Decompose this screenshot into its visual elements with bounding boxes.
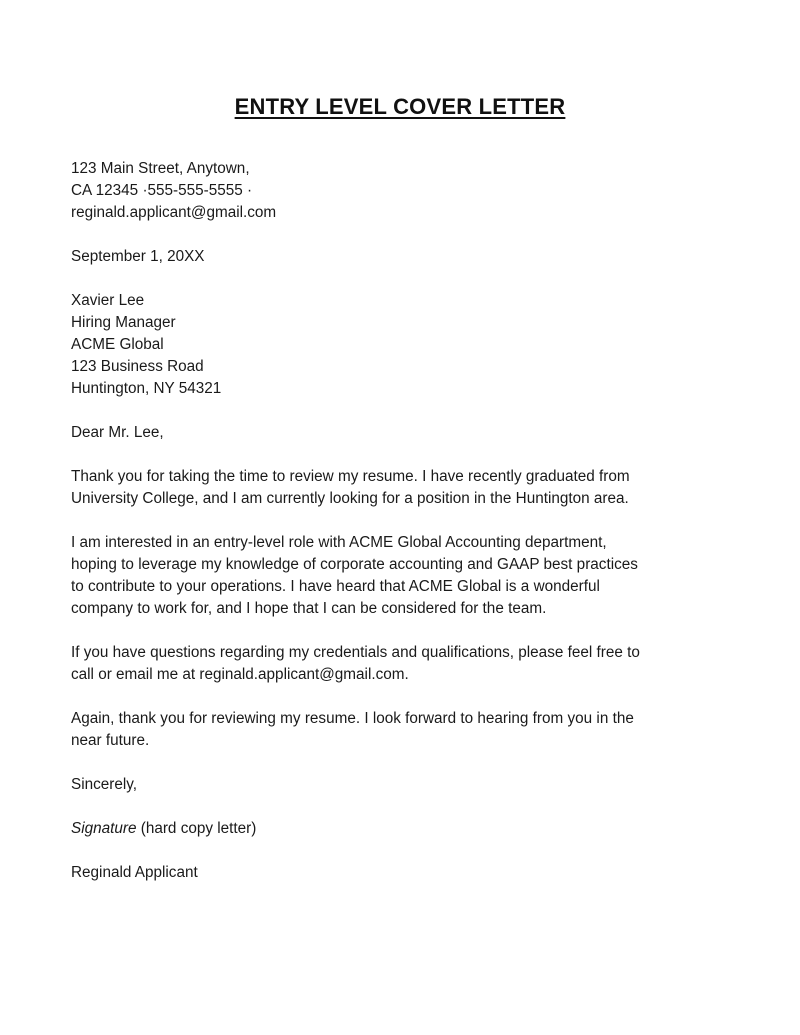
recipient-city: Huntington, NY 54321 [71, 380, 222, 397]
paragraph-4-line-1: Again, thank you for reviewing my resume. I look forward to hearing from you in the [71, 710, 634, 727]
sender-email: reginald.applicant@gmail.com [71, 204, 277, 221]
signature-block [71, 818, 739, 840]
paragraph-1 [71, 466, 739, 510]
sender-address-line2: CA 12345 ·555-555-5555 · [71, 182, 253, 199]
sender-address-line1: 123 Main Street, Anytown, [71, 160, 250, 177]
salutation-block [71, 422, 739, 444]
paragraph-2-line-4: company to work for, and I hope that I can be considered for the team. [71, 600, 547, 617]
closing-block [71, 774, 739, 796]
signature-note: (hard copy letter) [136, 820, 257, 837]
letter-date-block [71, 246, 739, 268]
closing: Sincerely, [71, 776, 138, 793]
paragraph-2-line-3: to contribute to your operations. I have heard that ACME Global is a wonderful [71, 578, 600, 595]
paragraph-1-line-2: University College, and I am currently looking for a position in the Huntington area. [71, 490, 629, 507]
recipient-street: 123 Business Road [71, 358, 204, 375]
recipient-name: Xavier Lee [71, 292, 145, 309]
sender-name: Reginald Applicant [71, 864, 198, 881]
letter-body [71, 158, 739, 906]
paragraph-2 [71, 532, 739, 620]
sender-name-block [71, 862, 739, 884]
signature-label: Signature [71, 820, 137, 837]
paragraph-2-line-2: hoping to leverage my knowledge of corporate accounting and GAAP best practices [71, 556, 638, 573]
salutation: Dear Mr. Lee, [71, 424, 164, 441]
paragraph-3-line-2: call or email me at reginald.applicant@gmail.com. [71, 666, 409, 683]
paragraph-3 [71, 642, 739, 686]
recipient-address-block [71, 290, 739, 400]
recipient-title: Hiring Manager [71, 314, 176, 331]
paragraph-2-line-1: I am interested in an entry-level role with ACME Global Accounting department, [71, 534, 607, 551]
document-title: ENTRY LEVEL COVER LETTER [234, 94, 566, 119]
paragraph-4-line-2: near future. [71, 732, 150, 749]
signature-line [71, 818, 739, 840]
recipient-company: ACME Global [71, 336, 164, 353]
sender-address-block [71, 158, 739, 224]
letter-date: September 1, 20XX [71, 248, 205, 265]
paragraph-1-line-1: Thank you for taking the time to review my resume. I have recently graduated from [71, 468, 630, 485]
paragraph-3-line-1: If you have questions regarding my credentials and qualifications, please feel free to [71, 644, 640, 661]
paragraph-4 [71, 708, 739, 752]
